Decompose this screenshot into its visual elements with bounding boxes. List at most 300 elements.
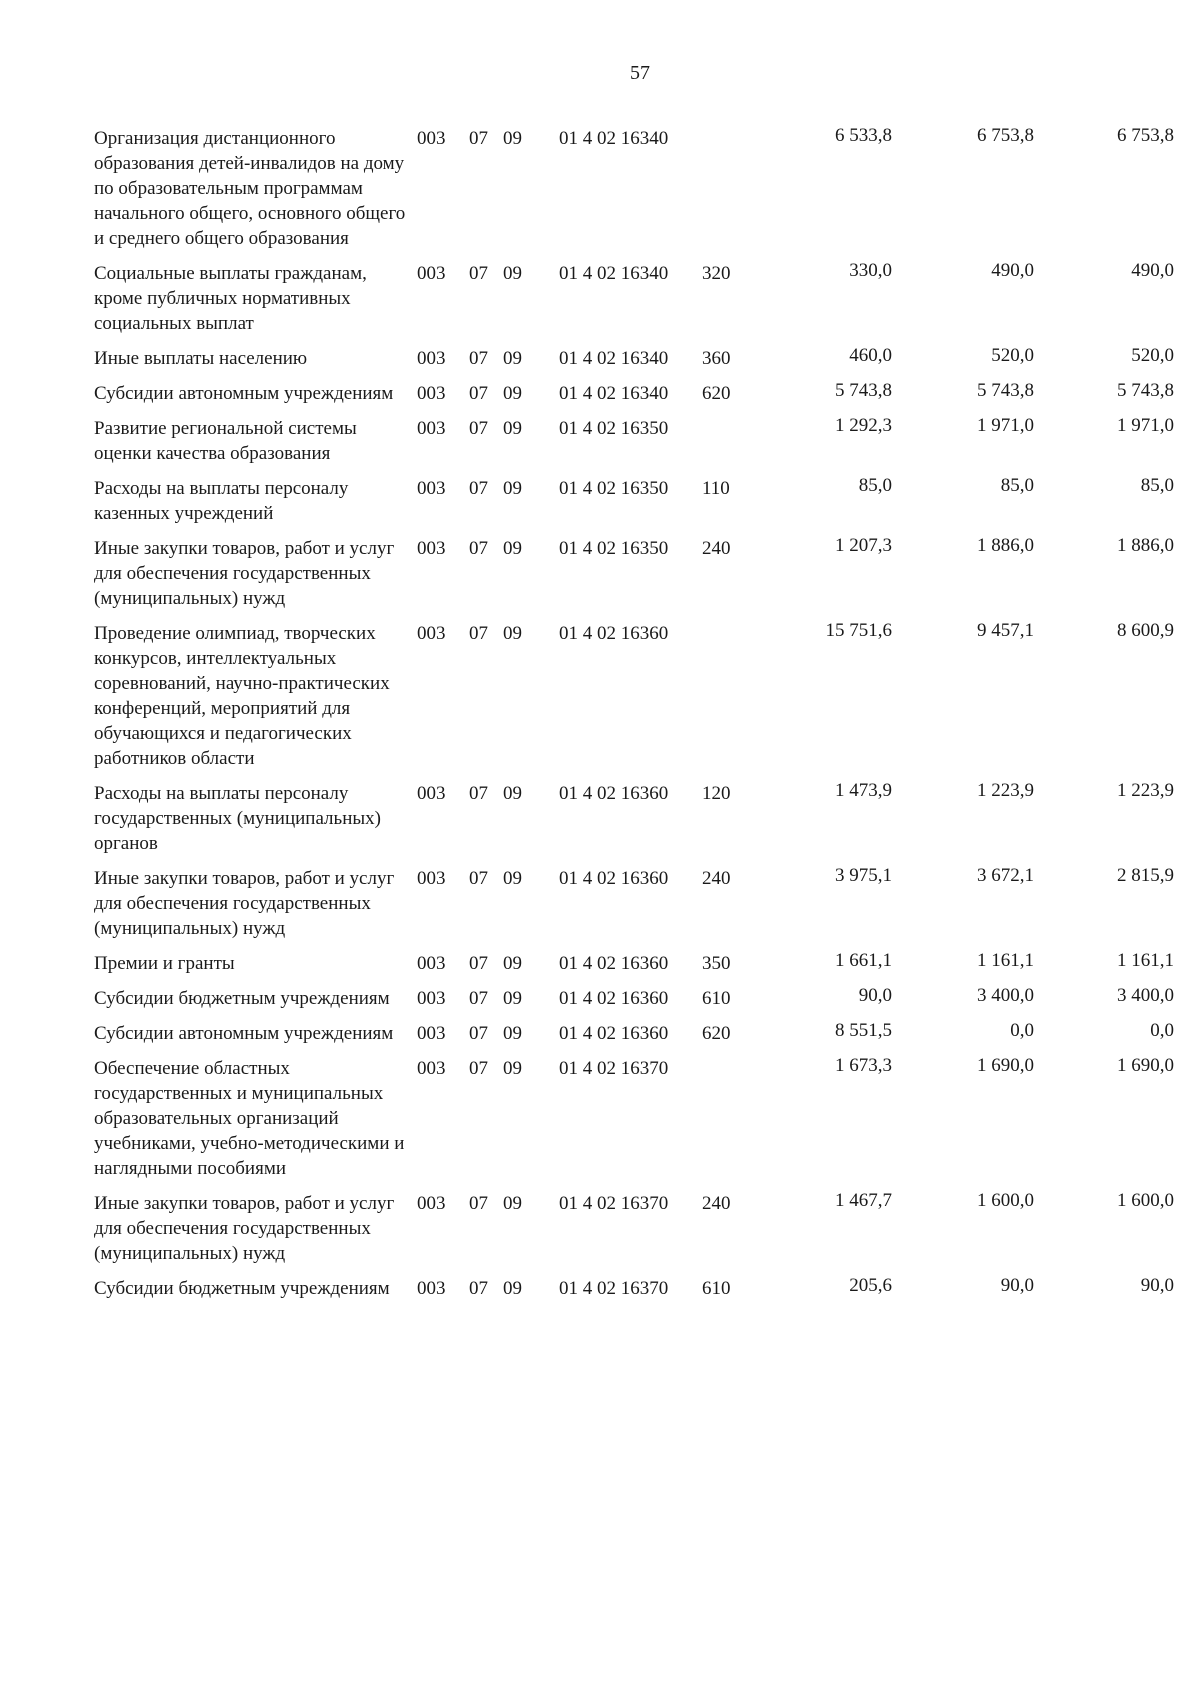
row-amount-year-1: 5 743,8 (835, 380, 892, 401)
row-expense-type-code-cell (702, 1056, 752, 1191)
row-target-article-code-cell (559, 986, 702, 1021)
row-ved-code: 003 (417, 953, 446, 974)
row-expense-type-code: 110 (702, 478, 730, 499)
row-section-code: 07 (469, 348, 488, 369)
row-amount-year-2: 5 743,8 (977, 380, 1034, 401)
row-amount-year-2-cell (892, 866, 1034, 951)
row-amount-year-1: 3 975,1 (835, 865, 892, 886)
row-target-article-code-cell (559, 536, 702, 621)
row-amount-year-3: 5 743,8 (1117, 380, 1174, 401)
row-target-article-code: 01 4 02 16360 (559, 783, 669, 804)
row-amount-year-2-cell (892, 986, 1034, 1021)
row-amount-year-1-cell (752, 781, 892, 866)
row-target-article-code: 01 4 02 16350 (559, 478, 669, 499)
table-row (94, 1056, 1174, 1191)
row-name: Премии и гранты (94, 953, 235, 974)
table-row (94, 346, 1174, 381)
table-row (94, 781, 1174, 866)
row-ved-code: 003 (417, 1023, 446, 1044)
row-name: Организация дистанционного образования детей-инвалидов на дому по образовательным программам начального общего, основного общего и среднего общего образования (94, 128, 406, 249)
row-amount-year-1: 85,0 (858, 475, 892, 496)
row-amount-year-1-cell (752, 986, 892, 1021)
row-ved-code-cell (417, 951, 469, 986)
row-amount-year-1: 205,6 (849, 1275, 892, 1296)
row-section-code: 07 (469, 623, 488, 644)
budget-table (94, 126, 1174, 1311)
row-target-article-code: 01 4 02 16340 (559, 263, 669, 284)
row-ved-code-cell (417, 346, 469, 381)
row-amount-year-1: 1 473,9 (835, 780, 892, 801)
row-amount-year-3-cell (1034, 986, 1174, 1021)
row-amount-year-3-cell (1034, 1276, 1174, 1311)
row-ved-code: 003 (417, 478, 446, 499)
row-section-code: 07 (469, 1058, 488, 1079)
row-subsection-code-cell (503, 346, 559, 381)
row-amount-year-3: 8 600,9 (1117, 620, 1174, 641)
row-name-cell (94, 986, 417, 1021)
row-amount-year-2-cell (892, 621, 1034, 781)
row-amount-year-2: 1 600,0 (977, 1190, 1034, 1211)
row-expense-type-code: 620 (702, 383, 731, 404)
row-amount-year-2: 85,0 (1000, 475, 1034, 496)
row-ved-code: 003 (417, 128, 446, 149)
row-section-code-cell (469, 1191, 503, 1276)
row-section-code-cell (469, 1056, 503, 1191)
row-subsection-code: 09 (503, 623, 522, 644)
row-name-cell (94, 1056, 417, 1191)
row-amount-year-2: 1 223,9 (977, 780, 1034, 801)
row-expense-type-code-cell (702, 381, 752, 416)
row-amount-year-1: 1 207,3 (835, 535, 892, 556)
row-subsection-code-cell (503, 536, 559, 621)
row-expense-type-code-cell (702, 126, 752, 261)
table-row (94, 261, 1174, 346)
row-ved-code-cell (417, 1056, 469, 1191)
table-row (94, 476, 1174, 536)
row-amount-year-3: 3 400,0 (1117, 985, 1174, 1006)
row-amount-year-2: 90,0 (1000, 1275, 1034, 1296)
row-section-code: 07 (469, 1193, 488, 1214)
row-name-cell (94, 781, 417, 866)
row-amount-year-1: 90,0 (858, 985, 892, 1006)
row-ved-code: 003 (417, 418, 446, 439)
row-amount-year-1-cell (752, 346, 892, 381)
row-amount-year-3: 90,0 (1140, 1275, 1174, 1296)
row-subsection-code-cell (503, 951, 559, 986)
row-amount-year-3: 6 753,8 (1117, 125, 1174, 146)
row-section-code: 07 (469, 418, 488, 439)
row-amount-year-2-cell (892, 126, 1034, 261)
row-amount-year-3-cell (1034, 1021, 1174, 1056)
row-subsection-code-cell (503, 986, 559, 1021)
row-amount-year-1-cell (752, 126, 892, 261)
row-amount-year-3: 1 971,0 (1117, 415, 1174, 436)
row-section-code-cell (469, 381, 503, 416)
row-name: Иные закупки товаров, работ и услуг для обеспечения государственных (муниципальных) нужд (94, 1193, 395, 1264)
table-row (94, 1276, 1174, 1311)
row-target-article-code-cell (559, 781, 702, 866)
row-amount-year-2: 1 161,1 (977, 950, 1034, 971)
row-amount-year-2: 3 400,0 (977, 985, 1034, 1006)
row-name-cell (94, 261, 417, 346)
row-amount-year-2: 0,0 (1010, 1020, 1034, 1041)
row-amount-year-3-cell (1034, 781, 1174, 866)
row-target-article-code-cell (559, 416, 702, 476)
row-section-code: 07 (469, 1023, 488, 1044)
row-name-cell (94, 126, 417, 261)
row-amount-year-2: 1 690,0 (977, 1055, 1034, 1076)
row-amount-year-1-cell (752, 261, 892, 346)
row-amount-year-2-cell (892, 951, 1034, 986)
row-target-article-code-cell (559, 1056, 702, 1191)
table-row (94, 536, 1174, 621)
row-expense-type-code: 120 (702, 783, 731, 804)
row-target-article-code: 01 4 02 16360 (559, 953, 669, 974)
row-section-code-cell (469, 536, 503, 621)
row-section-code-cell (469, 476, 503, 536)
row-name: Расходы на выплаты персоналу казенных учреждений (94, 478, 349, 524)
table-row (94, 1191, 1174, 1276)
row-amount-year-2-cell (892, 1056, 1034, 1191)
row-amount-year-1-cell (752, 1056, 892, 1191)
row-amount-year-2: 520,0 (991, 345, 1034, 366)
row-amount-year-3: 1 161,1 (1117, 950, 1174, 971)
row-name-cell (94, 951, 417, 986)
row-subsection-code-cell (503, 781, 559, 866)
row-ved-code: 003 (417, 1278, 446, 1299)
row-expense-type-code: 620 (702, 1023, 731, 1044)
row-section-code-cell (469, 416, 503, 476)
row-amount-year-1: 1 661,1 (835, 950, 892, 971)
row-expense-type-code-cell (702, 416, 752, 476)
row-amount-year-1-cell (752, 1191, 892, 1276)
row-section-code-cell (469, 621, 503, 781)
row-ved-code: 003 (417, 348, 446, 369)
row-subsection-code-cell (503, 866, 559, 951)
row-subsection-code-cell (503, 1276, 559, 1311)
row-subsection-code-cell (503, 381, 559, 416)
row-expense-type-code: 240 (702, 1193, 731, 1214)
row-expense-type-code: 610 (702, 1278, 731, 1299)
row-amount-year-2-cell (892, 261, 1034, 346)
row-amount-year-1-cell (752, 381, 892, 416)
row-amount-year-3: 85,0 (1140, 475, 1174, 496)
row-expense-type-code-cell (702, 536, 752, 621)
row-amount-year-3-cell (1034, 536, 1174, 621)
row-amount-year-3-cell (1034, 346, 1174, 381)
row-section-code-cell (469, 346, 503, 381)
row-subsection-code: 09 (503, 418, 522, 439)
row-subsection-code: 09 (503, 1058, 522, 1079)
row-ved-code-cell (417, 1276, 469, 1311)
row-amount-year-2-cell (892, 381, 1034, 416)
row-target-article-code: 01 4 02 16340 (559, 383, 669, 404)
row-subsection-code: 09 (503, 263, 522, 284)
row-amount-year-1: 460,0 (849, 345, 892, 366)
row-section-code: 07 (469, 868, 488, 889)
row-target-article-code-cell (559, 261, 702, 346)
row-subsection-code-cell (503, 416, 559, 476)
row-section-code: 07 (469, 383, 488, 404)
row-ved-code: 003 (417, 1058, 446, 1079)
row-section-code-cell (469, 1021, 503, 1056)
row-section-code: 07 (469, 128, 488, 149)
row-ved-code-cell (417, 1021, 469, 1056)
row-ved-code: 003 (417, 538, 446, 559)
row-subsection-code-cell (503, 1191, 559, 1276)
row-section-code-cell (469, 126, 503, 261)
row-target-article-code-cell (559, 1021, 702, 1056)
table-row (94, 951, 1174, 986)
row-target-article-code: 01 4 02 16360 (559, 623, 669, 644)
row-amount-year-3-cell (1034, 126, 1174, 261)
row-name: Обеспечение областных государственных и муниципальных образовательных организаций учебниками, учебно-методическими и наглядными пособиями (94, 1058, 405, 1179)
row-amount-year-3: 1 886,0 (1117, 535, 1174, 556)
row-subsection-code-cell (503, 1056, 559, 1191)
row-name: Проведение олимпиад, творческих конкурсов, интеллектуальных соревнований, научно-практических конференций, мероприятий для обучающихся и педагогических работников области (94, 623, 390, 769)
row-target-article-code-cell (559, 381, 702, 416)
table-row (94, 866, 1174, 951)
row-ved-code-cell (417, 621, 469, 781)
row-amount-year-1-cell (752, 866, 892, 951)
row-amount-year-2-cell (892, 346, 1034, 381)
row-ved-code-cell (417, 781, 469, 866)
row-expense-type-code-cell (702, 866, 752, 951)
row-expense-type-code: 240 (702, 538, 731, 559)
row-section-code-cell (469, 986, 503, 1021)
row-name-cell (94, 536, 417, 621)
row-expense-type-code-cell (702, 476, 752, 536)
row-name-cell (94, 1021, 417, 1056)
page-number: 57 (630, 62, 650, 84)
row-amount-year-3: 490,0 (1131, 260, 1174, 281)
row-amount-year-2-cell (892, 476, 1034, 536)
row-name-cell (94, 1276, 417, 1311)
row-section-code: 07 (469, 538, 488, 559)
row-target-article-code-cell (559, 1276, 702, 1311)
row-amount-year-2: 1 971,0 (977, 415, 1034, 436)
row-amount-year-3-cell (1034, 866, 1174, 951)
row-target-article-code-cell (559, 621, 702, 781)
row-expense-type-code-cell (702, 986, 752, 1021)
row-target-article-code-cell (559, 476, 702, 536)
row-expense-type-code-cell (702, 261, 752, 346)
row-name: Иные закупки товаров, работ и услуг для обеспечения государственных (муниципальных) нужд (94, 868, 395, 939)
row-amount-year-1-cell (752, 536, 892, 621)
row-amount-year-2-cell (892, 1276, 1034, 1311)
table-row (94, 416, 1174, 476)
row-ved-code-cell (417, 381, 469, 416)
row-target-article-code-cell (559, 1191, 702, 1276)
row-amount-year-1-cell (752, 1021, 892, 1056)
row-target-article-code-cell (559, 346, 702, 381)
row-target-article-code: 01 4 02 16350 (559, 538, 669, 559)
row-ved-code: 003 (417, 383, 446, 404)
row-expense-type-code-cell (702, 1276, 752, 1311)
row-name: Субсидии автономным учреждениям (94, 383, 394, 404)
row-amount-year-1: 1 673,3 (835, 1055, 892, 1076)
row-expense-type-code-cell (702, 1191, 752, 1276)
row-amount-year-2: 490,0 (991, 260, 1034, 281)
row-expense-type-code-cell (702, 346, 752, 381)
row-amount-year-3: 0,0 (1150, 1020, 1174, 1041)
row-section-code: 07 (469, 1278, 488, 1299)
row-target-article-code-cell (559, 951, 702, 986)
row-target-article-code: 01 4 02 16360 (559, 868, 669, 889)
row-section-code-cell (469, 781, 503, 866)
row-name-cell (94, 476, 417, 536)
row-amount-year-1-cell (752, 951, 892, 986)
row-target-article-code-cell (559, 126, 702, 261)
row-expense-type-code-cell (702, 781, 752, 866)
row-amount-year-3-cell (1034, 261, 1174, 346)
row-subsection-code: 09 (503, 1023, 522, 1044)
row-subsection-code-cell (503, 476, 559, 536)
row-subsection-code: 09 (503, 953, 522, 974)
row-amount-year-1: 8 551,5 (835, 1020, 892, 1041)
row-amount-year-2-cell (892, 536, 1034, 621)
row-amount-year-3-cell (1034, 1056, 1174, 1191)
row-subsection-code: 09 (503, 868, 522, 889)
row-name: Развитие региональной системы оценки качества образования (94, 418, 357, 464)
row-amount-year-1-cell (752, 1276, 892, 1311)
row-subsection-code: 09 (503, 1278, 522, 1299)
row-target-article-code: 01 4 02 16370 (559, 1278, 669, 1299)
row-section-code: 07 (469, 263, 488, 284)
row-ved-code: 003 (417, 263, 446, 284)
row-amount-year-2-cell (892, 1021, 1034, 1056)
row-target-article-code: 01 4 02 16370 (559, 1193, 669, 1214)
row-ved-code: 003 (417, 783, 446, 804)
row-amount-year-2-cell (892, 1191, 1034, 1276)
row-target-article-code-cell (559, 866, 702, 951)
row-subsection-code: 09 (503, 538, 522, 559)
row-name: Социальные выплаты гражданам, кроме публичных нормативных социальных выплат (94, 263, 367, 334)
row-amount-year-1: 1 292,3 (835, 415, 892, 436)
row-target-article-code: 01 4 02 16360 (559, 988, 669, 1009)
row-subsection-code: 09 (503, 348, 522, 369)
row-ved-code: 003 (417, 1193, 446, 1214)
row-expense-type-code: 320 (702, 263, 731, 284)
table-row (94, 381, 1174, 416)
row-amount-year-3: 2 815,9 (1117, 865, 1174, 886)
row-target-article-code: 01 4 02 16340 (559, 348, 669, 369)
row-amount-year-3-cell (1034, 476, 1174, 536)
row-name: Субсидии автономным учреждениям (94, 1023, 394, 1044)
row-amount-year-1-cell (752, 621, 892, 781)
row-subsection-code: 09 (503, 988, 522, 1009)
row-subsection-code-cell (503, 621, 559, 781)
row-amount-year-3-cell (1034, 1191, 1174, 1276)
row-amount-year-1-cell (752, 416, 892, 476)
row-section-code: 07 (469, 953, 488, 974)
row-name-cell (94, 866, 417, 951)
row-amount-year-1: 1 467,7 (835, 1190, 892, 1211)
row-section-code-cell (469, 1276, 503, 1311)
row-target-article-code: 01 4 02 16340 (559, 128, 669, 149)
row-section-code: 07 (469, 478, 488, 499)
budget-table-body (94, 126, 1174, 1311)
row-name: Иные выплаты населению (94, 348, 308, 369)
row-amount-year-3: 1 600,0 (1117, 1190, 1174, 1211)
row-ved-code-cell (417, 476, 469, 536)
row-ved-code-cell (417, 536, 469, 621)
row-name: Субсидии бюджетным учреждениям (94, 1278, 390, 1299)
row-ved-code: 003 (417, 988, 446, 1009)
row-subsection-code: 09 (503, 383, 522, 404)
row-section-code-cell (469, 951, 503, 986)
row-ved-code: 003 (417, 868, 446, 889)
row-subsection-code: 09 (503, 783, 522, 804)
row-amount-year-1-cell (752, 476, 892, 536)
table-row (94, 126, 1174, 261)
row-subsection-code-cell (503, 261, 559, 346)
row-name-cell (94, 381, 417, 416)
row-expense-type-code: 350 (702, 953, 731, 974)
row-name: Иные закупки товаров, работ и услуг для обеспечения государственных (муниципальных) нужд (94, 538, 395, 609)
row-subsection-code-cell (503, 126, 559, 261)
row-expense-type-code-cell (702, 1021, 752, 1056)
row-amount-year-3-cell (1034, 416, 1174, 476)
row-amount-year-3: 1 690,0 (1117, 1055, 1174, 1076)
row-amount-year-3-cell (1034, 621, 1174, 781)
row-name-cell (94, 416, 417, 476)
row-target-article-code: 01 4 02 16350 (559, 418, 669, 439)
row-subsection-code: 09 (503, 478, 522, 499)
row-section-code-cell (469, 866, 503, 951)
row-expense-type-code-cell (702, 621, 752, 781)
row-target-article-code: 01 4 02 16370 (559, 1058, 669, 1079)
row-amount-year-1: 15 751,6 (825, 620, 892, 641)
row-ved-code: 003 (417, 623, 446, 644)
row-amount-year-2: 9 457,1 (977, 620, 1034, 641)
row-amount-year-2: 1 886,0 (977, 535, 1034, 556)
row-ved-code-cell (417, 261, 469, 346)
row-name-cell (94, 1191, 417, 1276)
row-amount-year-2: 6 753,8 (977, 125, 1034, 146)
row-subsection-code: 09 (503, 1193, 522, 1214)
row-section-code: 07 (469, 988, 488, 1009)
row-amount-year-2-cell (892, 781, 1034, 866)
row-amount-year-1: 330,0 (849, 260, 892, 281)
row-ved-code-cell (417, 1191, 469, 1276)
row-amount-year-2-cell (892, 416, 1034, 476)
row-name-cell (94, 621, 417, 781)
row-subsection-code: 09 (503, 128, 522, 149)
row-name: Расходы на выплаты персоналу государственных (муниципальных) органов (94, 783, 381, 854)
row-expense-type-code: 610 (702, 988, 731, 1009)
row-expense-type-code-cell (702, 951, 752, 986)
table-row (94, 986, 1174, 1021)
row-name: Субсидии бюджетным учреждениям (94, 988, 390, 1009)
table-row (94, 1021, 1174, 1056)
row-amount-year-3-cell (1034, 951, 1174, 986)
row-expense-type-code: 240 (702, 868, 731, 889)
row-name-cell (94, 346, 417, 381)
table-row (94, 621, 1174, 781)
row-amount-year-2: 3 672,1 (977, 865, 1034, 886)
row-ved-code-cell (417, 126, 469, 261)
row-section-code-cell (469, 261, 503, 346)
row-ved-code-cell (417, 416, 469, 476)
row-ved-code-cell (417, 986, 469, 1021)
row-amount-year-3-cell (1034, 381, 1174, 416)
row-target-article-code: 01 4 02 16360 (559, 1023, 669, 1044)
row-subsection-code-cell (503, 1021, 559, 1056)
row-amount-year-3: 520,0 (1131, 345, 1174, 366)
row-amount-year-3: 1 223,9 (1117, 780, 1174, 801)
row-expense-type-code: 360 (702, 348, 731, 369)
